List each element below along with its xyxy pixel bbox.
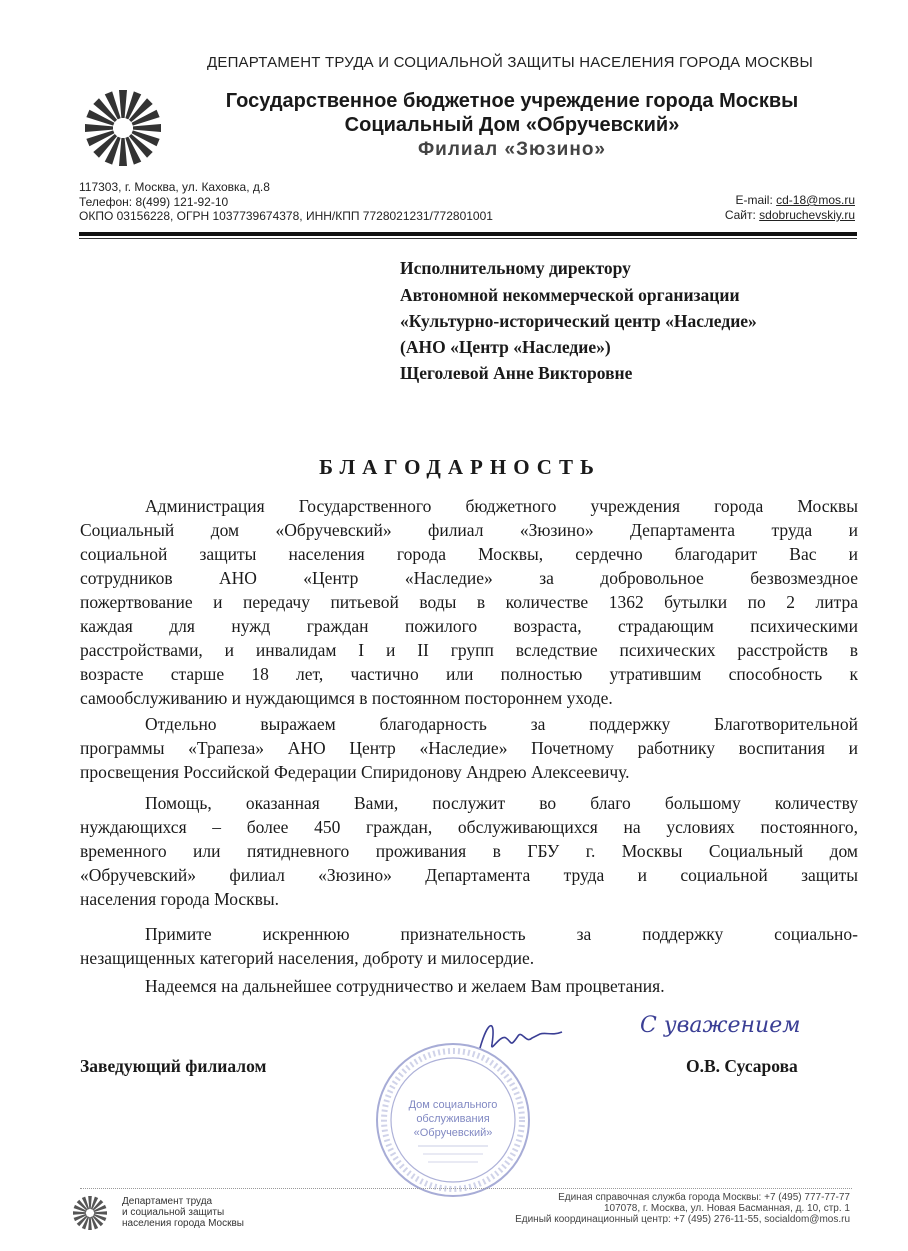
- org-name-line1: Государственное бюджетное учреждение города Москвы: [225, 90, 799, 112]
- address: 117303, г. Москва, ул. Каховка, д.8: [79, 180, 270, 194]
- org-name-line2: Социальный Дом «Обручевский»: [344, 114, 680, 136]
- footer-left-line: и социальной защиты: [122, 1207, 225, 1218]
- text-line: возрасте старше 18 лет, частично или полностью утратившим способность к: [80, 664, 858, 684]
- text-line: программы «Трапеза» АНО Центр «Наследие» Почетному работнику воспитания и: [80, 738, 858, 758]
- footer-right-line: Единая справочная служба города Москвы: +7 (495) 777-77-77: [558, 1192, 850, 1203]
- text-line: временного или пятидневного проживания в ГБУ г. Москвы Социальный дом: [80, 841, 858, 861]
- recipient-line: «Культурно-исторический центр «Наследие»: [400, 311, 757, 331]
- footer-department: [122, 1196, 244, 1229]
- stamp-text-1: Дом социального: [408, 1099, 498, 1111]
- site-line: [725, 208, 855, 222]
- text-line: социальной защиты населения города Москвы, сердечно благодарит Вас и: [80, 544, 858, 564]
- paragraph-5: [80, 974, 858, 998]
- recipient-line: Щеголевой Анне Викторовне: [400, 363, 633, 383]
- paragraph-1: [80, 494, 858, 710]
- text-line: Социальный дом «Обручевский» филиал «Зюзино» Департамента труда и: [80, 520, 858, 540]
- text-line: Помощь, оказанная Вами, послужит во благо большому количеству: [145, 793, 858, 813]
- footer-right-line: 107078, г. Москва, ул. Новая Басманная, д. 10, стр. 1: [604, 1203, 850, 1214]
- paragraph-4: [80, 922, 858, 970]
- document-title: БЛАГОДАРНОСТЬ: [319, 455, 601, 479]
- recipient-line: Исполнительному директору: [400, 258, 631, 278]
- site-link[interactable]: sdobruchevskiy.ru: [759, 208, 855, 222]
- footer-contacts: [515, 1192, 850, 1225]
- branch-name: Филиал «Зюзино»: [417, 139, 607, 160]
- signatory-name: О.В. Сусарова: [686, 1056, 798, 1076]
- stamp-text-3: «Обручевский»: [413, 1127, 493, 1139]
- text-line: Отдельно выражаем благодарность за поддержку Благотворительной: [145, 714, 858, 734]
- text-line: населения города Москвы.: [80, 889, 280, 909]
- official-stamp: [368, 1038, 538, 1198]
- department-heading: ДЕПАРТАМЕНТ ТРУДА И СОЦИАЛЬНОЙ ЗАЩИТЫ НАСЕЛЕНИЯ ГОРОДА МОСКВЫ: [207, 54, 813, 71]
- stamp-text-2: обслуживания: [416, 1113, 490, 1125]
- text-line: незащищенных категорий населения, доброту и милосердие.: [80, 948, 535, 968]
- footer-left-line: Департамент труда: [122, 1196, 213, 1207]
- paragraph-2: [80, 712, 858, 784]
- email-line: [735, 193, 855, 207]
- footer-divider: [80, 1188, 852, 1189]
- text-line: сотрудников АНО «Центр «Наследие» за добровольное безвозмездное: [80, 568, 858, 588]
- text-line: «Обручевский» филиал «Зюзино» Департамента труда и социальной защиты: [80, 865, 858, 885]
- text-line: пожертвование и передачу питьевой воды в количестве 1362 бутылки по 2 литра: [80, 592, 858, 612]
- text-line: Надеемся на дальнейшее сотрудничество и желаем Вам процветания.: [145, 976, 665, 996]
- header-divider-thin: [79, 238, 857, 239]
- text-line: расстройствами, и инвалидам I и II групп вследствие психических расстройств в: [80, 640, 858, 660]
- text-line: Примите искреннюю признательность за поддержку социально-: [145, 924, 858, 944]
- footer-right-line: Единый координационный центр: +7 (495) 276-11-55, socialdom@mos.ru: [515, 1214, 850, 1225]
- paragraph-3: [80, 791, 858, 911]
- department-logo-icon: [78, 88, 168, 168]
- recipient-line: Автономной некоммерческой организации: [400, 285, 740, 305]
- email-link[interactable]: cd-18@mos.ru: [776, 193, 855, 207]
- handwritten-closing: [600, 1004, 850, 1044]
- text-line: просвещения Российской Федерации Спиридонову Андрею Алексеевичу.: [80, 762, 630, 782]
- text-line: Администрация Государственного бюджетного учреждения города Москвы: [145, 496, 858, 516]
- handwritten-closing-text: С уважением: [640, 1013, 801, 1038]
- text-line: самообслуживанию и нуждающимся в постоянном постороннем уходе.: [80, 688, 613, 708]
- footer-logo-icon: [72, 1195, 108, 1231]
- text-line: нуждающихся – более 450 граждан, обслуживающихся на условиях постоянного,: [80, 817, 858, 837]
- site-label: Сайт:: [724, 208, 760, 222]
- signature: [470, 1014, 570, 1058]
- signatory-position: Заведующий филиалом: [80, 1056, 267, 1076]
- header-divider: [79, 232, 857, 236]
- email-label: E-mail:: [735, 193, 777, 207]
- registration-codes: ОКПО 03156228, ОГРН 1037739674378, ИНН/КПП 7728021231/772801001: [79, 209, 493, 223]
- recipient-line: (АНО «Центр «Наследие»): [400, 337, 611, 357]
- footer-left-line: населения города Москвы: [122, 1218, 244, 1229]
- phone: Телефон: 8(499) 121-92-10: [79, 195, 229, 209]
- text-line: каждая для нужд граждан пожилого возраста, страдающим психическими: [80, 616, 858, 636]
